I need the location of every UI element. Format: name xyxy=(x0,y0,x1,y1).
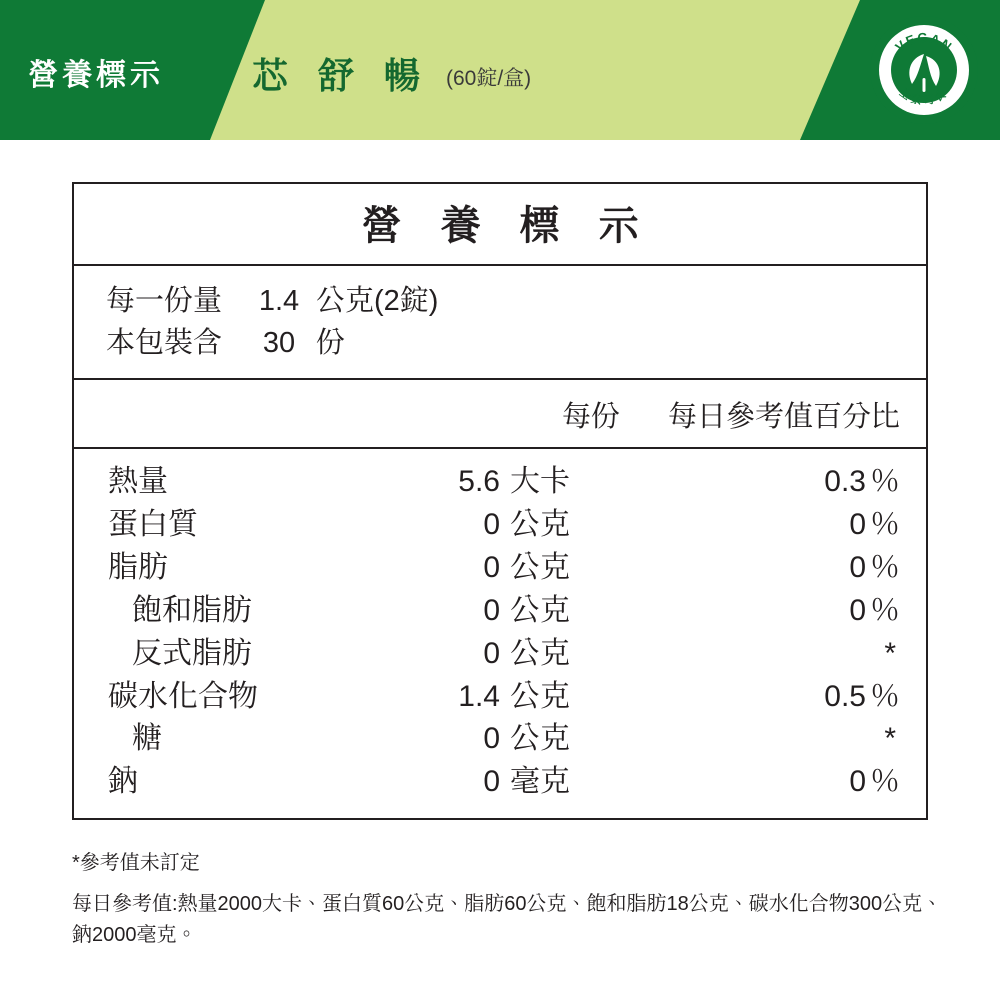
nutrient-unit: 公克 xyxy=(510,593,570,627)
footnote-asterisk: *參考值未訂定 xyxy=(72,852,200,874)
nutrient-amount: 0 xyxy=(483,722,500,756)
vegan-badge-bottom-text: 全素可食 xyxy=(896,86,952,108)
nutrient-daily-value-number: * xyxy=(884,636,896,670)
serving-count-unit: 份 xyxy=(316,327,346,360)
column-header-daily-value: 每日參考值百分比 xyxy=(667,401,900,434)
nutrient-row xyxy=(74,676,926,719)
serving-count-label: 本包裝含 xyxy=(106,327,223,360)
nutrient-row xyxy=(74,590,926,633)
product-spec: (60錠/盒) xyxy=(446,67,532,90)
footnotes xyxy=(72,848,948,951)
nutrient-name: 糖 xyxy=(132,722,162,756)
column-header-per-serving: 每份 xyxy=(561,401,620,434)
nutrient-daily-value xyxy=(620,718,926,761)
serving-count-row xyxy=(106,322,926,364)
nutrient-unit: 公克 xyxy=(510,636,570,670)
nutrient-daily-value xyxy=(620,633,926,676)
nutrient-daily-value-number: 0 xyxy=(849,765,866,799)
nutrient-daily-value-suffix: ％ xyxy=(870,507,900,541)
nutrient-daily-value xyxy=(620,761,926,804)
nutrient-daily-value-number: 0 xyxy=(849,593,866,627)
nutrient-amount: 0 xyxy=(483,593,500,627)
nutrient-daily-value-number: 0 xyxy=(849,550,866,584)
nutrient-name: 熱量 xyxy=(108,465,168,499)
nutrition-facts-panel xyxy=(72,182,928,820)
nutrient-daily-value xyxy=(620,461,926,504)
nutrient-name: 反式脂肪 xyxy=(132,636,252,670)
nutrient-unit: 公克 xyxy=(510,722,570,756)
nutrient-daily-value-suffix: ％ xyxy=(870,550,900,584)
nutrient-unit: 公克 xyxy=(510,507,570,541)
column-headers xyxy=(74,380,926,449)
nutrient-name: 碳水化合物 xyxy=(108,679,258,713)
nutrient-row xyxy=(74,547,926,590)
nutrient-name: 蛋白質 xyxy=(108,507,198,541)
nutrient-daily-value-number: 0.5 xyxy=(824,679,866,713)
nutrient-unit: 公克 xyxy=(510,679,570,713)
nutrient-daily-value-suffix: ％ xyxy=(870,765,900,799)
vegan-badge xyxy=(870,16,978,124)
vegan-badge-top-text: VEGAN xyxy=(892,29,956,55)
nutrient-row xyxy=(74,461,926,504)
nutrient-unit: 公克 xyxy=(510,550,570,584)
serving-size-row xyxy=(106,280,926,322)
nutrient-daily-value xyxy=(620,676,926,719)
panel-title: 營 養 標 示 xyxy=(74,184,926,266)
nutrient-amount: 0 xyxy=(483,507,500,541)
nutrient-name: 脂肪 xyxy=(108,550,168,584)
nutrient-daily-value-number: 0.3 xyxy=(824,465,866,499)
serving-info xyxy=(74,266,926,380)
nutrient-daily-value xyxy=(620,590,926,633)
nutrient-unit: 大卡 xyxy=(510,465,570,499)
footnote-daily-values: 每日參考值:熱量2000大卡、蛋白質60公克、脂肪60公克、飽和脂肪18公克、碳水化合物300公克、鈉2000毫克。 xyxy=(72,893,943,946)
nutrient-row xyxy=(74,718,926,761)
nutrient-daily-value-number: * xyxy=(884,722,896,756)
leaf-icon xyxy=(870,16,978,124)
nutrient-amount: 0 xyxy=(483,550,500,584)
serving-size-unit: 公克(2錠) xyxy=(316,285,439,317)
nutrient-name: 飽和脂肪 xyxy=(132,593,252,627)
nutrient-daily-value-number: 0 xyxy=(849,507,866,541)
serving-count-value: 30 xyxy=(262,327,296,360)
nutrient-daily-value xyxy=(620,504,926,547)
nutrient-daily-value-suffix: ％ xyxy=(870,593,900,627)
serving-size-label: 每一份量 xyxy=(106,285,223,317)
nutrient-daily-value-suffix: ％ xyxy=(870,465,900,499)
nutrient-row xyxy=(74,633,926,676)
nutrient-rows xyxy=(74,449,926,818)
header-banner xyxy=(0,0,1000,140)
nutrient-unit: 毫克 xyxy=(510,765,570,799)
nutrient-amount: 0 xyxy=(483,636,500,670)
product-name: 芯 舒 暢 xyxy=(252,55,431,96)
serving-size-value: 1.4 xyxy=(258,285,300,317)
nutrient-row xyxy=(74,504,926,547)
nutrient-daily-value-suffix: ％ xyxy=(870,679,900,713)
nutrient-amount: 1.4 xyxy=(458,679,500,713)
nutrient-name: 鈉 xyxy=(108,765,138,799)
nutrient-amount: 5.6 xyxy=(458,465,500,499)
nutrient-daily-value xyxy=(620,547,926,590)
nutrient-amount: 0 xyxy=(483,765,500,799)
nutrient-row xyxy=(74,761,926,804)
header-label: 營養標示 xyxy=(28,59,164,92)
column-header-name xyxy=(74,394,374,435)
